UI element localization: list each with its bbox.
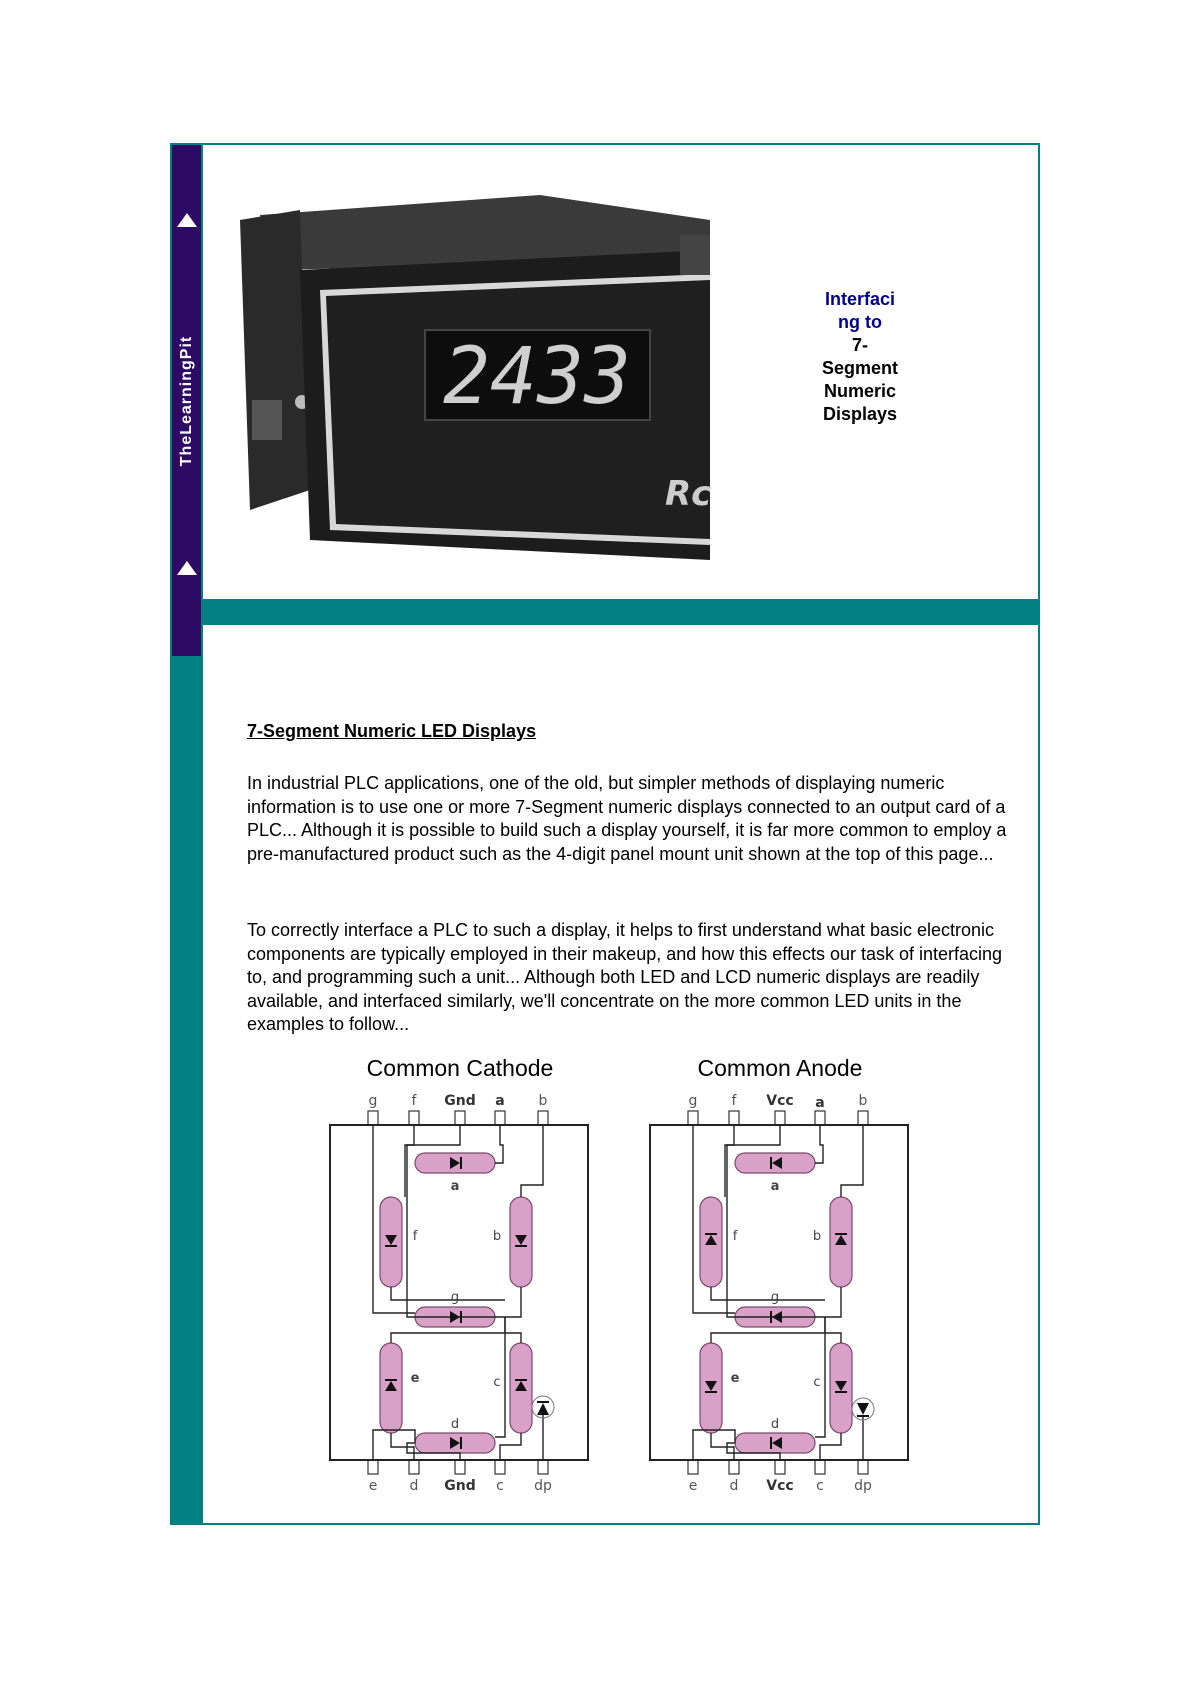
cathode-seg-a: a (450, 1179, 460, 1194)
panel-meter-photo (240, 190, 775, 560)
anode-top-pin-g: g (688, 1093, 698, 1109)
cathode-seg-d: d (450, 1417, 460, 1432)
title-line-6: Displays (822, 404, 898, 424)
cathode-bottom-pin-e: e (368, 1478, 378, 1494)
anode-bottom-pin-e: e (688, 1478, 698, 1494)
anode-seg-g: g (770, 1290, 780, 1305)
cathode-seg-b: b (492, 1229, 502, 1244)
cathode-seg-g: g (450, 1290, 460, 1305)
anode-bottom-pin-d: d (729, 1478, 739, 1494)
sidebar-brand: TheLearningPit (177, 335, 195, 467)
common-anode-diagram (645, 1055, 915, 1494)
title-line-2: ng to (838, 312, 882, 332)
cathode-top-pin-f: f (411, 1093, 417, 1109)
anode-top-pin-a: a (815, 1095, 825, 1111)
anode-bottom-pin-dp: dp (854, 1478, 872, 1494)
up-arrow-icon[interactable] (177, 213, 197, 227)
cathode-bottom-pin-dp: dp (534, 1478, 552, 1494)
anode-seg-a: a (770, 1179, 780, 1194)
common-cathode-diagram (325, 1055, 595, 1494)
cathode-top-pin-b: b (538, 1093, 548, 1109)
anode-seg-f: f (732, 1229, 738, 1244)
anode-top-pin-b: b (858, 1093, 868, 1109)
article-paragraph-1: In industrial PLC applications, one of the old, but simpler methods of displaying numeric information is to use one or more 7-Segment numeric displays connected to an output card of a PLC... Although it is possible to build such a display yourself, it is far more common to employ a pre-manufactured product such as the 4-digit panel mount unit shown at the top of this page... (247, 773, 1007, 864)
anode-seg-d: d (770, 1417, 780, 1432)
header-divider-band (203, 599, 1038, 625)
display-reading: 2433 (443, 332, 631, 422)
title-line-5: Numeric (823, 381, 897, 401)
title-line-4: Segment (821, 358, 899, 378)
title-line-1: Interfaci (824, 289, 896, 309)
anode-bottom-pin-c: c (816, 1478, 824, 1494)
anode-seg-e: e (730, 1371, 740, 1386)
cathode-top-pin-a: a (495, 1093, 505, 1109)
anode-seg-b: b (812, 1229, 822, 1244)
cathode-top-pin-g: g (368, 1093, 378, 1109)
up-arrow-icon-bottom[interactable] (177, 561, 197, 575)
cathode-seg-c: c (493, 1375, 501, 1390)
anode-top-pin-f: f (731, 1093, 737, 1109)
cathode-top-pin-gnd: Gnd (444, 1093, 476, 1109)
cathode-title: Common Cathode (366, 1055, 554, 1081)
cathode-bottom-pin-gnd: Gnd (444, 1478, 476, 1494)
anode-title: Common Anode (697, 1055, 863, 1081)
anode-bottom-pin-vcc: Vcc (766, 1478, 794, 1494)
cathode-seg-f: f (412, 1229, 418, 1244)
anode-seg-c: c (813, 1375, 821, 1390)
cathode-seg-e: e (410, 1371, 420, 1386)
cathode-bottom-pin-d: d (409, 1478, 419, 1494)
title-line-3: 7- (851, 335, 868, 355)
sidebar (172, 145, 201, 656)
article-paragraph-2: To correctly interface a PLC to such a display, it helps to first understand what basic electronic components are typically employed in their makeup, and how this effects our task of interfacing to, and programming such a unit... Although both LED and LCD numeric displays are readily available, and interfaced similarly, we'll concentrate on the more common LED units in the examples to follow... (247, 920, 1003, 1034)
cathode-bottom-pin-c: c (496, 1478, 504, 1494)
article-heading: 7-Segment Numeric LED Displays (247, 721, 537, 741)
panel-logo: Rc (665, 474, 712, 514)
page-title (805, 288, 915, 426)
anode-top-pin-vcc: Vcc (766, 1093, 794, 1109)
